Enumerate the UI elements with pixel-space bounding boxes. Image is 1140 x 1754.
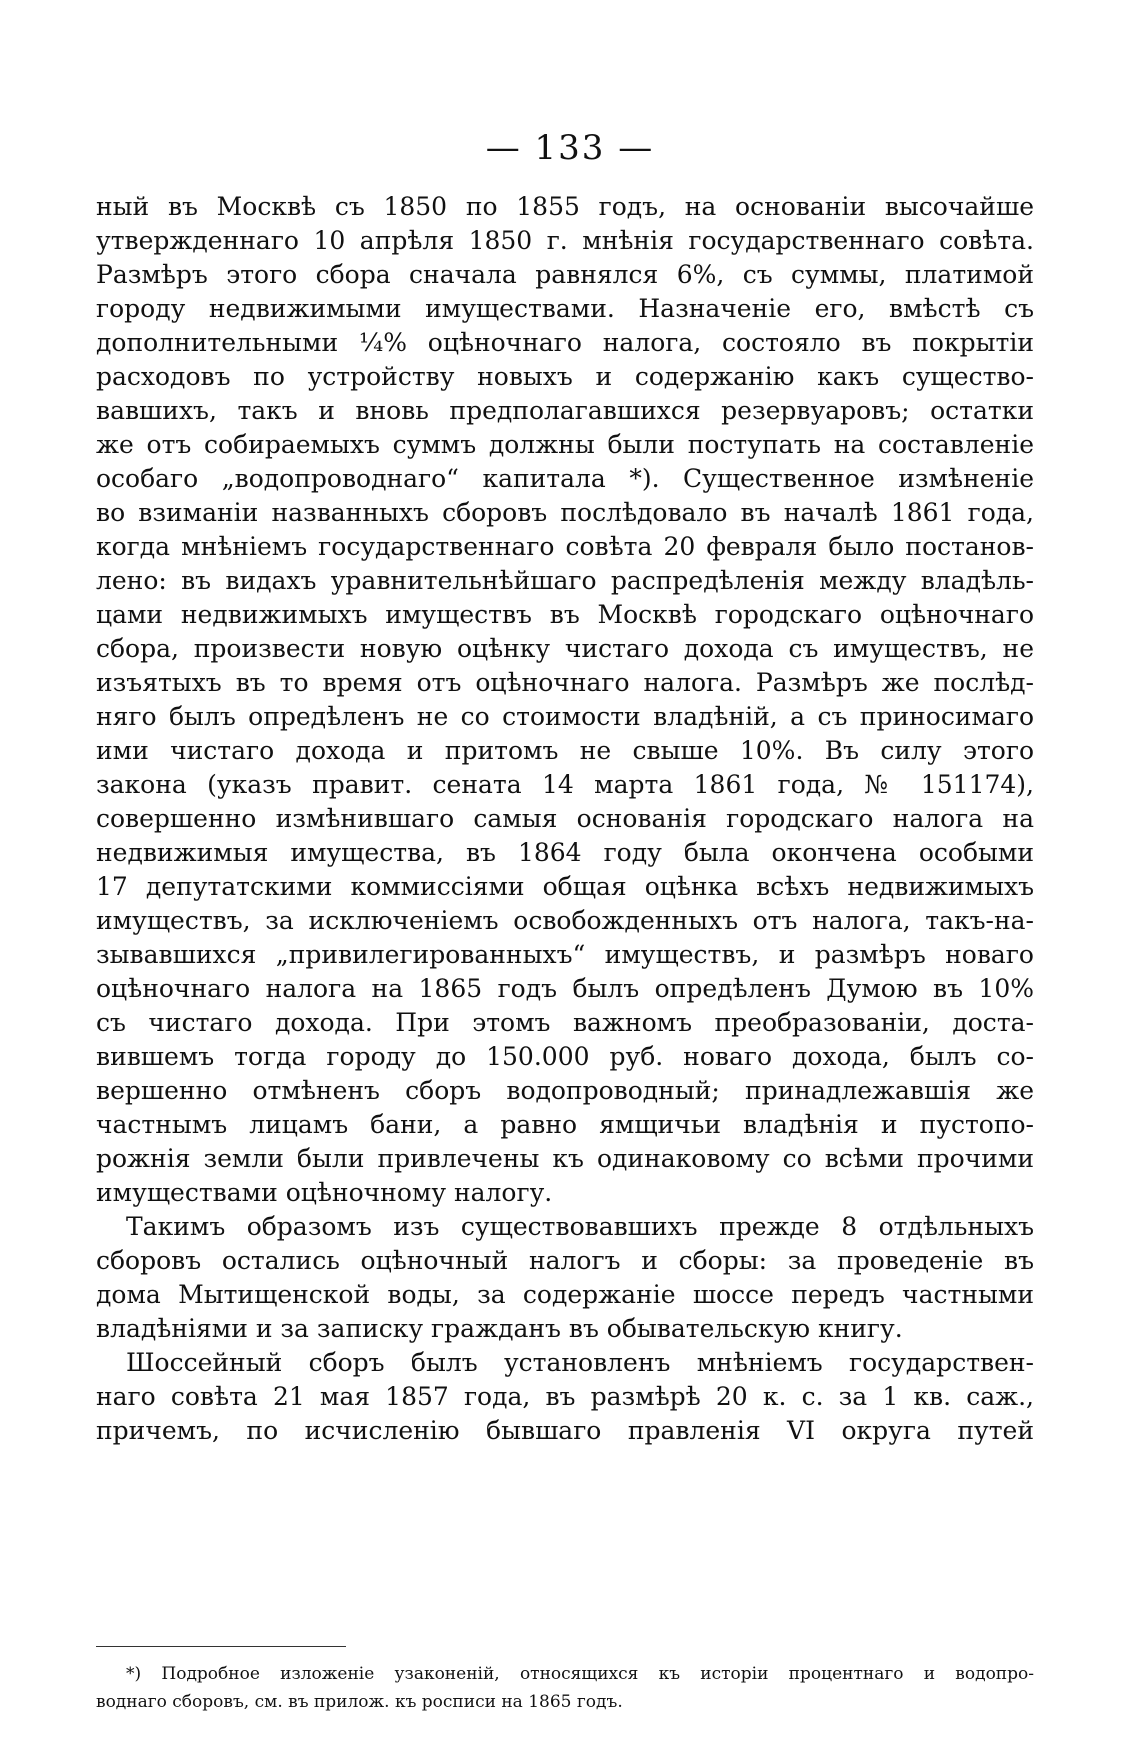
text-line-paragraph-end: имуществами оцѣночному налогу. [96,1178,553,1207]
text-line: расходовъ по устройству новыхъ и содержанію какъ существо- [96,362,1034,391]
text-line-paragraph-start: Такимъ образомъ изъ существовавшихъ прежде 8 отдѣльныхъ [126,1212,1034,1241]
footnote-line: воднаго сборовъ, см. въ прилож. къ росписи на 1865 годъ. [96,1692,623,1712]
text-line-paragraph-end: владѣніями и за записку гражданъ въ обывательскую книгу. [96,1314,903,1343]
footnote-divider [96,1646,346,1647]
text-line: причемъ, по исчисленію бывшаго правленія VI округа путей [96,1416,1034,1445]
text-line-paragraph-start: Шоссейный сборъ былъ установленъ мнѣніемъ государствен- [126,1348,1034,1377]
text-line: рожнія земли были привлечены къ одинаковому со всѣми прочими [96,1144,1034,1173]
page-number: — 133 — [485,128,655,168]
text-line: частнымъ лицамъ бани, а равно ямщичьи владѣнія и пустопо- [96,1110,1034,1139]
footnote [96,1660,1034,1716]
text-line: во взиманіи названныхъ сборовъ послѣдовало въ началѣ 1861 года, [96,498,1034,527]
text-line: утвержденнаго 10 апрѣля 1850 г. мнѣнія государственнаго совѣта. [96,226,1034,255]
text-line: же отъ собираемыхъ суммъ должны были поступать на составленіе [96,430,1034,459]
text-line: сбора, произвести новую оцѣнку чистаго дохода съ имуществъ, не [96,634,1034,663]
text-line: зывавшихся „привилегированныхъ“ имуществъ, и размѣръ новаго [96,940,1034,969]
text-line: городу недвижимыми имуществами. Назначеніе его, вмѣстѣ съ [96,294,1034,323]
text-line: вившемъ тогда городу до 150.000 руб. новаго дохода, былъ со- [96,1042,1034,1071]
main-text [96,190,1034,1448]
text-line: когда мнѣніемъ государственнаго совѣта 20 февраля было постанов- [96,532,1034,561]
text-line: ими чистаго дохода и притомъ не свыше 10%. Въ силу этого [96,736,1034,765]
text-line: наго совѣта 21 мая 1857 года, въ размѣрѣ 20 к. с. за 1 кв. саж., [96,1382,1034,1411]
text-line: цами недвижимыхъ имуществъ въ Москвѣ городскаго оцѣночнаго [96,600,1034,629]
text-line: имуществъ, за исключеніемъ освобожденныхъ отъ налога, такъ-на- [96,906,1034,935]
text-line: дополнительными ¼% оцѣночнаго налога, состояло въ покрытіи [96,328,1034,357]
text-line: оцѣночнаго налога на 1865 годъ былъ опредѣленъ Думою въ 10% [96,974,1034,1003]
text-line: изъятыхъ въ то время отъ оцѣночнаго налога. Размѣръ же послѣд- [96,668,1034,697]
text-line: лено: въ видахъ уравнительнѣйшаго распредѣленія между владѣль- [96,566,1034,595]
text-line: вершенно отмѣненъ сборъ водопроводный; принадлежавшія же [96,1076,1034,1105]
text-line: ный въ Москвѣ съ 1850 по 1855 годъ, на основаніи высочайше [96,192,1034,221]
text-line: особаго „водопроводнаго“ капитала *). Существенное измѣненіе [96,464,1034,493]
text-line: 17 депутатскими коммиссіями общая оцѣнка всѣхъ недвижимыхъ [96,872,1034,901]
footnote-line: *) Подробное изложеніе узаконеній, относящихся къ исторіи процентнаго и водопро- [126,1664,1034,1684]
text-line: съ чистаго дохода. При этомъ важномъ преобразованіи, доста- [96,1008,1034,1037]
text-line: Размѣръ этого сбора сначала равнялся 6%, съ суммы, платимой [96,260,1034,289]
text-line: недвижимыя имущества, въ 1864 году была окончена особыми [96,838,1034,867]
text-line: няго былъ опредѣленъ не со стоимости владѣній, а съ приносимаго [96,702,1034,731]
text-line: вавшихъ, такъ и вновь предполагавшихся резервуаровъ; остатки [96,396,1034,425]
text-line: закона (указъ правит. сената 14 марта 1861 года, № 151174), [96,770,1034,799]
text-line: дома Мытищенской воды, за содержаніе шоссе передъ частными [96,1280,1034,1309]
text-line: сборовъ остались оцѣночный налогъ и сборы: за проведеніе въ [96,1246,1034,1275]
text-line: совершенно измѣнившаго самыя основанія городскаго налога на [96,804,1034,833]
